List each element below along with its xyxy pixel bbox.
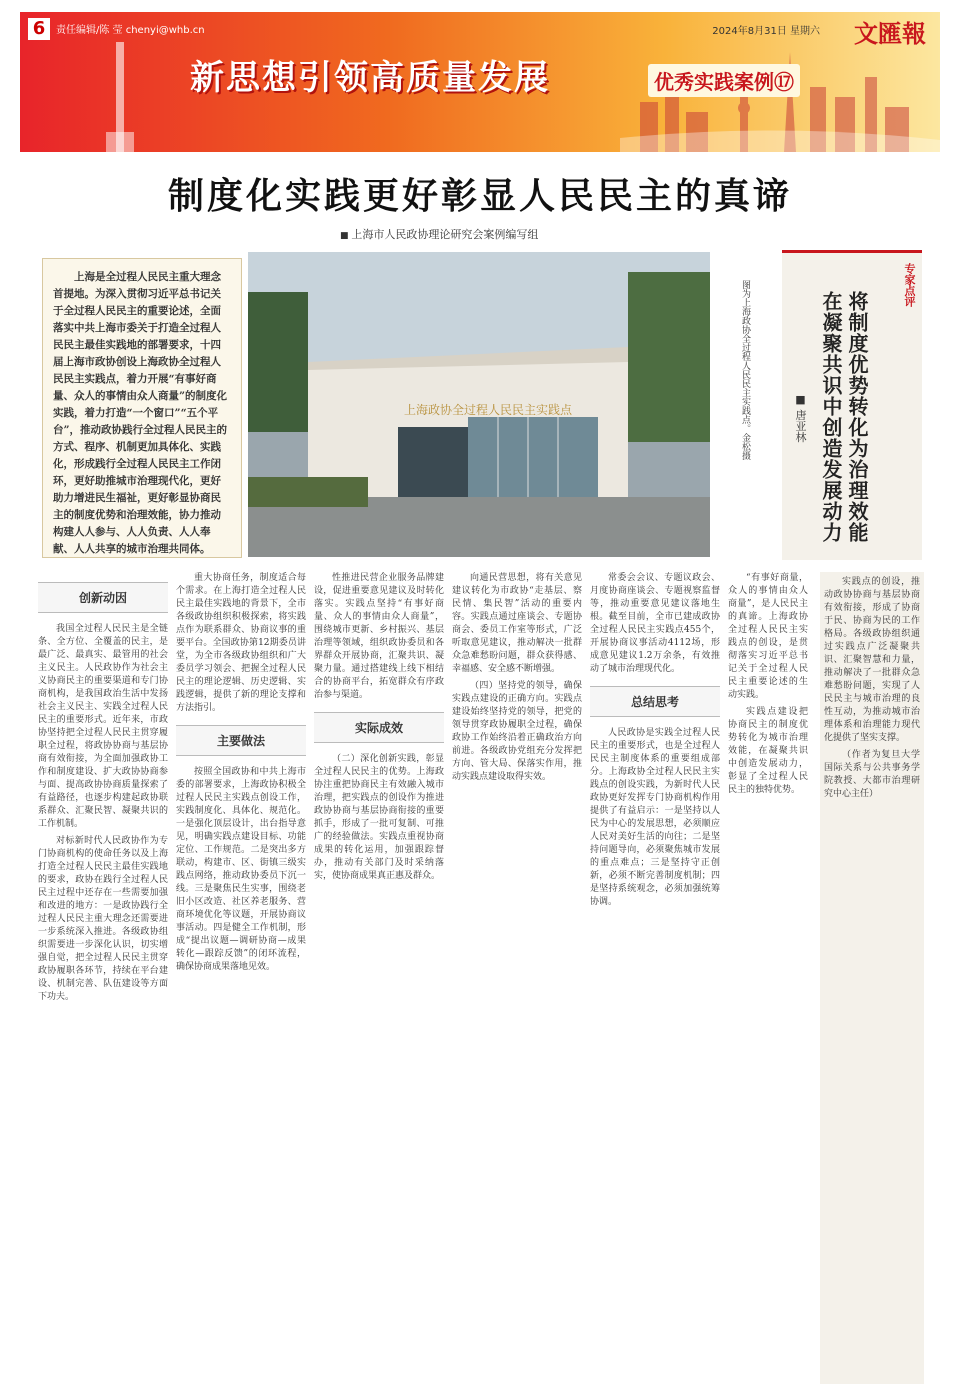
body-paragraph: 人民政协是实践全过程人民民主的重要形式，也是全过程人民民主制度体系的重要组成部分。上海政协全过程人民民主实践点的创设实践，为新时代人民政协更好发挥专门协商机构作用提供了有益启示：一是坚持以人民为中心的发展思想，必须顺应人民对美好生活的向往；二是坚持问题导向，必须聚焦城市发展的重点难点；三是坚持守正创新，必须不断完善制度机制；四是坚持系统观念，必须加强统筹协调。 xyxy=(590,728,720,907)
skyline-illustration-icon xyxy=(620,42,940,152)
expert-tag: 专家点评 xyxy=(903,263,916,307)
body-paragraph: 我国全过程人民民主是全链条、全方位、全覆盖的民主，是最广泛、最真实、最管用的社会主义民主。人民政协作为社会主义协商民主的重要渠道和专门协商机构，是我国政治生活中发扬社会主义民主、实践全过程人民民主的重要形式。近年来，市政协坚持把全过程人民民主贯穿履职全过程，将政协协商与基层协商有效衔接，为全面加强政协工作和制度建设、扩大政协协商参与面、提高政协协商质量探索了有益路径，也逐步构建起政协联系群众、汇聚民智、凝聚共识的工作机制。 xyxy=(38,624,168,829)
body-column-6 xyxy=(728,572,808,1384)
subhead-innovation-motive: 创新动因 xyxy=(38,582,168,613)
subhead-summary: 总结思考 xyxy=(590,686,720,717)
body-paragraph: （四）坚持党的领导，确保实践点建设的正确方向。实践点建设始终坚持党的领导，把党的领导贯穿政协履职全过程，确保政协工作始终沿着正确政治方向前进。各级政协党组充分发挥把方向、管大局、保落实作用，推动实践点建设取得实效。 xyxy=(452,681,582,782)
page-header xyxy=(20,12,940,152)
body-paragraph: 向通民营思想，将有关意见建议转化为市政协“走基层、察民情、集民智”活动的重要内容。实践点通过座谈会、专题协商会、委员工作室等形式，广泛听取意见建议，推动解决一批群众急难愁盼问题，群众获得感、幸福感、安全感不断增强。 xyxy=(452,573,582,674)
body-paragraph: 实践点建设把协商民主的制度优势转化为城市治理效能，在凝聚共识中创造发展动力，彰显了全过程人民民主的独特优势。 xyxy=(728,707,808,795)
body-paragraph: “有事好商量，众人的事情由众人商量”，是人民民主的真谛。上海政协全过程人民民主实践点的创设，是贯彻落实习近平总书记关于全过程人民民主重要论述的生动实践。 xyxy=(728,573,808,700)
photo-caption: 图为上海政协全过程人民民主实践点。金松摄 xyxy=(740,280,750,460)
article-byline: ■ 上海市人民政协理论研究会案例编写组 xyxy=(340,226,538,242)
body-column-4 xyxy=(452,572,582,1384)
subhead-actual-results: 实际成效 xyxy=(314,712,444,743)
body-paragraph: 按照全国政协和中共上海市委的部署要求，上海政协积极全过程人民民主实践点创设工作，实践制度化、具体化、规范化。一是强化顶层设计，出台指导意见，明确实践点建设目标、功能定位、工作规范。二是突出多方联动，构建市、区、街镇三级实践点网络，推动政协委员下沉一线。三是聚焦民生实事，围绕老旧小区改造、社区养老服务、营商环境优化等议题，开展协商议事活动。四是健全工作机制，形成“提出议题—调研协商—成果转化—跟踪反馈”的闭环流程，确保协商成果落地见效。 xyxy=(176,767,306,972)
body-paragraph: 重大协商任务，制度适合每个需求。在上海打造全过程人民民主最佳实践地的背景下，全市各级政协组织积极探索，将实践点作为联系群众、协商议事的重要平台。全国政协第12期委员讲堂，为全市各级政协组织和广大委员学习领会、把握全过程人民民主的理论逻辑、历史逻辑、实践逻辑，提供了新的理论支撑和方法指引。 xyxy=(176,573,306,713)
expert-title: 将制度优势转化为治理效能 在凝聚共识中创造发展动力 xyxy=(819,291,869,543)
article-headline: 制度化实践更好彰显人民民主的真谛 xyxy=(167,176,792,217)
section-banner-title: 新思想引领高质量发展 xyxy=(190,58,550,98)
expert-bio: （作者为复旦大学国际关系与公共事务学院教授、大都市治理研究中心主任） xyxy=(824,750,920,799)
subhead-main-practice: 主要做法 xyxy=(176,725,306,756)
body-column-2 xyxy=(176,572,306,1384)
practice-point-photo xyxy=(248,252,710,557)
expert-author: ■ 唐亚林 xyxy=(794,393,807,443)
body-column-3 xyxy=(314,572,444,1384)
body-paragraph: 性推进民营企业服务品牌建设，促进重要意见建议及时转化落实。实践点坚持“有事好商量、众人的事情由众人商量”，围绕城市更新、乡村振兴、基层治理等领域，组织政协委员和各界群众开展协商，汇聚共识、凝聚力量。通过搭建线上线下相结合的协商平台，拓宽群众有序政治参与渠道。 xyxy=(314,573,444,700)
body-paragraph: 实践点的创设，推动政协协商与基层协商有效衔接，形成了协商于民、协商为民的工作格局。各级政协组织通过实践点广泛凝聚共识、汇聚智慧和力量，推动解决了一批群众急难愁盼问题，实现了人民民主与城市治理的良性互动，为推动城市治理体系和治理能力现代化提供了坚实支撑。 xyxy=(824,577,920,743)
body-column-1 xyxy=(38,572,168,1384)
monument-icon xyxy=(80,32,160,152)
body-column-5 xyxy=(590,572,720,1384)
article-lead: 上海是全过程人民民主重大理念首提地。为深入贯彻习近平总书记关于全过程人民民主的重要论述，全面落实中共上海市委关于打造全过程人民民主最佳实践地的部署要求，十四届上海市政协创设上海政协全过程人民民主实践点，着力开展“有事好商量、众人的事情由众人商量”的制度化实践，着力打造“一个窗口”“五个平台”，推动政协践行全过程人民民主的方式、程序、机制更加具体化、实践化，形成践行全过程人民民主工作闭环，更好助推城市治理现代化，更好助力增进民生福祉，更好彰显协商民主的制度优势和治理效能，协力推动构建人人参与、人人负责、人人奉献、人人共享的城市治理共同体。 xyxy=(42,258,242,558)
body-paragraph: 常委会会议、专题议政会、月度协商座谈会、专题视察监督等，推动重要意见建议落地生根。截至目前，全市已建成政协全过程人民民主实践点455个，开展协商议事活动4112场，形成意见建议1.2万余条，有效推动了城市治理现代化。 xyxy=(590,573,720,674)
building-sign: 上海政协全过程人民民主实践点 xyxy=(403,403,573,417)
newspaper-masthead: 文匯報 xyxy=(854,19,926,48)
body-paragraph: （二）深化创新实践，彰显全过程人民民主的优势。上海政协注重把协商民主有效融入城市治理，把实践点的创设作为推进政协协商与基层协商衔接的重要抓手，形成了一批可复制、可推广的经验做法。实践点重视协商成果的转化运用，加强跟踪督办，推动有关部门及时采纳落实，使协商成果真正惠及群众。 xyxy=(314,754,444,881)
expert-commentary-box xyxy=(782,250,922,560)
case-series-label: 优秀实践案例⑰ xyxy=(648,64,800,97)
body-paragraph: 对标新时代人民政协作为专门协商机构的使命任务以及上海打造全过程人民民主最佳实践地的要求，政协在践行全过程人民民主过程中还存在一些需要加强和改进的地方：一是政协践行全过程人民民主重大理念还需要进一步系统深入推进。各级政协组织需要进一步深化认识，切实增强自觉，把全过程人民民主贯穿政协履职各环节，持续在平台建设、机制完善、队伍建设等方面下功夫。 xyxy=(38,836,168,1002)
page-number: 6 xyxy=(28,18,50,40)
editor-credit: 责任编辑/陈 莹 chenyi@whb.cn xyxy=(56,25,205,36)
issue-date: 2024年8月31日 星期六 xyxy=(712,26,820,37)
expert-commentary-body xyxy=(820,572,924,1384)
